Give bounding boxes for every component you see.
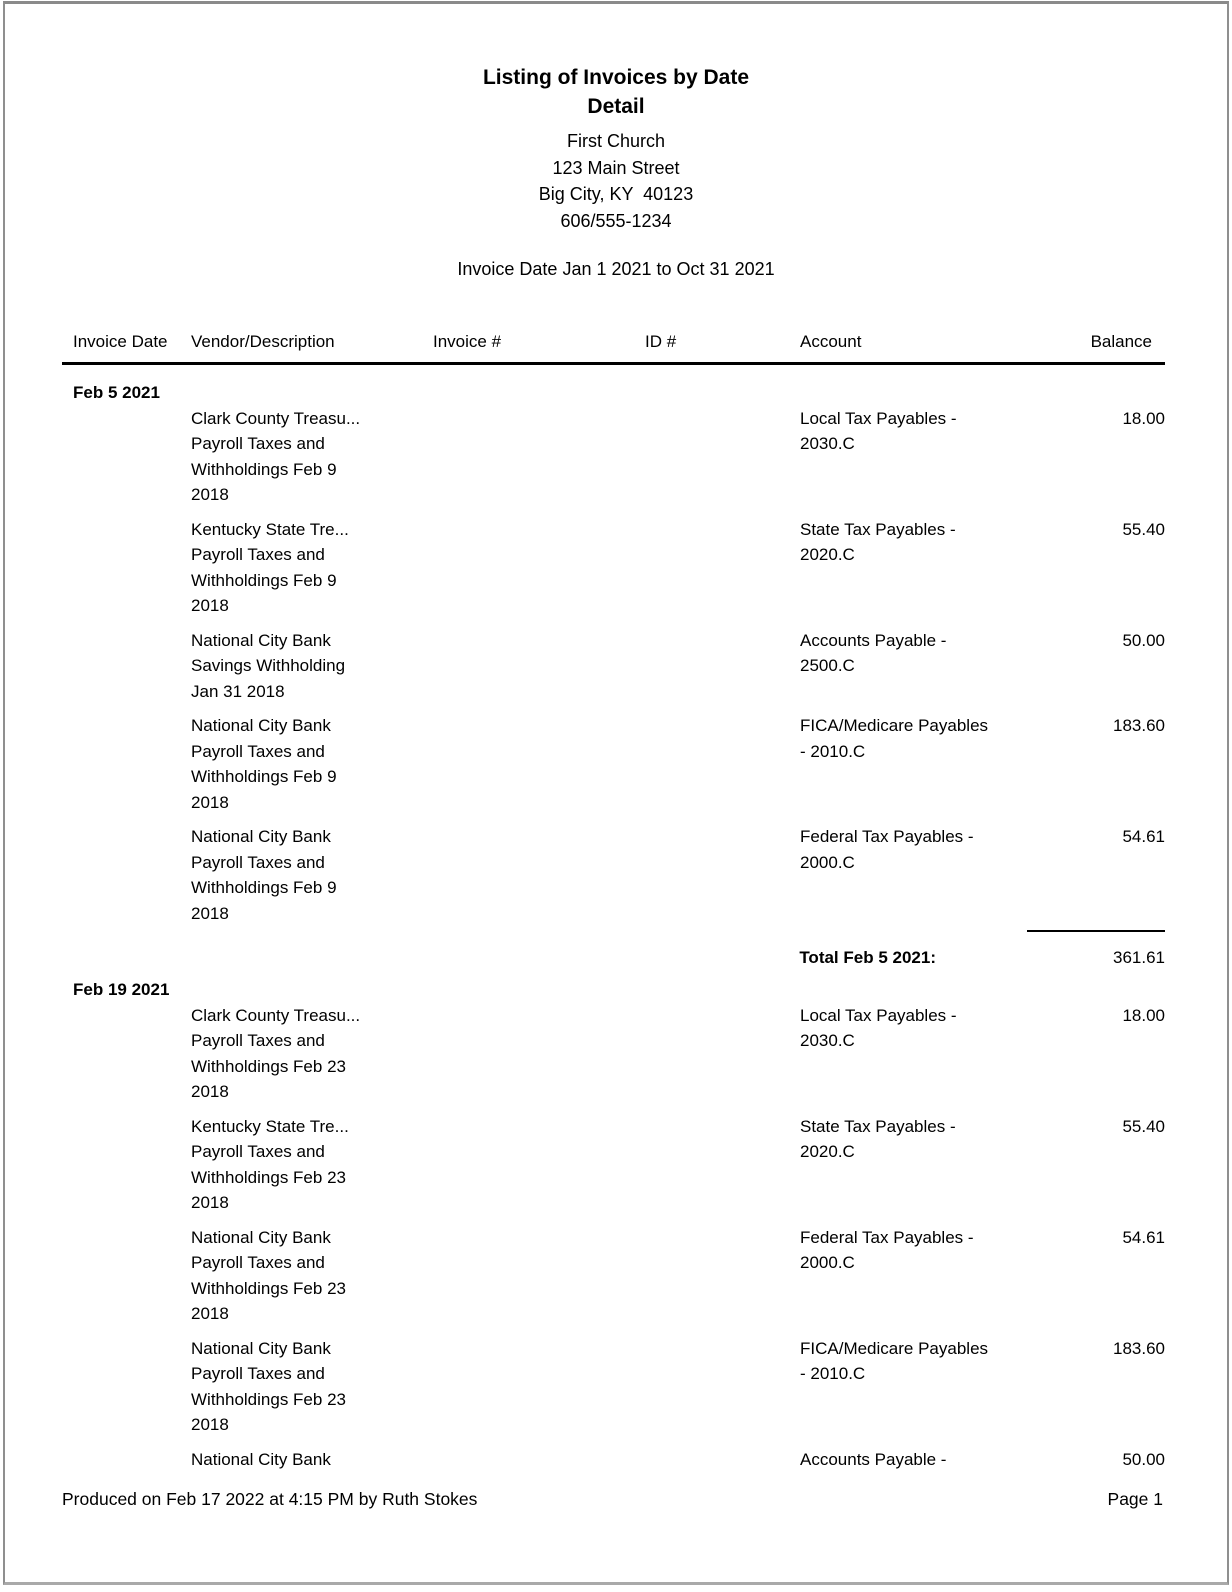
cell-vendor-description [191, 713, 433, 815]
vendor-name: National City Bank [191, 716, 331, 735]
cell-vendor-description [191, 406, 433, 508]
cell-id-number [645, 406, 800, 508]
column-header-invoice-number: Invoice # [433, 332, 502, 351]
cell-balance: 55.40 [1122, 519, 1165, 539]
cell-vendor-description [191, 824, 433, 926]
vendor-description: Payroll Taxes and Withholdings Feb 23 2018 [191, 1364, 346, 1434]
column-header-id-number: ID # [645, 332, 677, 351]
vendor-name: Kentucky State Tre... [191, 519, 349, 539]
cell-balance: 54.61 [1122, 1227, 1165, 1247]
cell-vendor-description [191, 1336, 433, 1438]
group-total-row [62, 930, 1165, 971]
cell-vendor-description [191, 517, 433, 619]
vendor-description: Payroll Taxes and Withholdings Feb 9 2018 [191, 545, 337, 615]
cell-account: Federal Tax Payables - 2000.C [800, 1227, 974, 1272]
vendor-name: National City Bank [191, 1227, 331, 1247]
vendor-name: Clark County Treasu... [191, 1005, 361, 1025]
cell-balance: 50.00 [1122, 630, 1165, 650]
report-title: Listing of Invoices by Date [482, 66, 750, 89]
cell-vendor-description [191, 628, 433, 705]
column-header-invoice-date: Invoice Date [73, 332, 168, 351]
cell-invoice-date [62, 1225, 191, 1327]
organization-name: First Church [566, 131, 665, 151]
table-row [62, 1003, 1165, 1105]
vendor-name: National City Bank [191, 630, 331, 650]
cell-vendor-description [191, 1447, 433, 1473]
cell-invoice-number [433, 824, 645, 926]
table-row [62, 1225, 1165, 1327]
cell-invoice-date [62, 713, 191, 815]
vendor-description: Payroll Taxes and Withholdings Feb 9 2018 [191, 741, 337, 812]
cell-invoice-date [62, 1003, 191, 1105]
page-number: Page 1 [1107, 1489, 1163, 1509]
produced-by-text: Produced on Feb 17 2022 at 4:15 PM by Ruth Stokes [62, 1489, 478, 1509]
cell-account: FICA/Medicare Payables - 2010.C [800, 716, 989, 761]
cell-invoice-number [433, 713, 645, 815]
cell-account: Local Tax Payables - 2030.C [800, 1005, 957, 1050]
group-date-header: Feb 5 2021 [73, 383, 160, 402]
vendor-description: Savings Withholding Jan 31 2018 [191, 656, 346, 701]
cell-vendor-description [191, 1114, 433, 1216]
organization-block [5, 128, 1227, 234]
cell-balance: 18.00 [1122, 408, 1165, 428]
cell-id-number [645, 713, 800, 815]
report-header [5, 64, 1227, 282]
cell-invoice-date [62, 517, 191, 619]
cell-id-number [645, 824, 800, 926]
vendor-description: Payroll Taxes and Withholdings Feb 9 2018 [191, 434, 337, 504]
table-row [62, 824, 1165, 926]
cell-id-number [645, 628, 800, 705]
organization-phone: 606/555-1234 [560, 210, 672, 231]
cell-id-number [645, 1114, 800, 1216]
cell-account: State Tax Payables - 2020.C [800, 1116, 956, 1161]
report-table [62, 329, 1165, 1472]
cell-invoice-number [433, 628, 645, 705]
table-row [62, 713, 1165, 815]
report-page [3, 1, 1229, 1585]
column-header-vendor-description: Vendor/Description [191, 332, 335, 351]
cell-id-number [645, 1447, 800, 1473]
vendor-description: Payroll Taxes and Withholdings Feb 23 2018 [191, 1031, 346, 1101]
column-header-balance: Balance [1090, 332, 1152, 351]
cell-invoice-number [433, 1114, 645, 1216]
table-row [62, 406, 1165, 508]
cell-balance: 183.60 [1113, 1338, 1165, 1358]
organization-address: 123 Main Street [552, 157, 680, 178]
table-row [62, 1447, 1165, 1473]
cell-account: State Tax Payables - 2020.C [800, 519, 956, 564]
cell-invoice-date [62, 824, 191, 926]
cell-id-number [645, 1336, 800, 1438]
report-date-range: Invoice Date Jan 1 2021 to Oct 31 2021 [457, 259, 775, 279]
cell-account: Accounts Payable - 2500.C [800, 630, 947, 675]
table-header-row [62, 329, 1165, 365]
cell-invoice-date [62, 1447, 191, 1473]
cell-id-number [645, 1003, 800, 1105]
vendor-name: National City Bank [191, 1449, 331, 1469]
group-total-label: Total Feb 5 2021: [799, 948, 936, 967]
group-date-header: Feb 19 2021 [73, 980, 170, 999]
cell-invoice-date [62, 628, 191, 705]
cell-balance: 55.40 [1122, 1116, 1165, 1136]
cell-id-number [645, 1225, 800, 1327]
cell-account: FICA/Medicare Payables - 2010.C [800, 1338, 989, 1383]
cell-invoice-number [433, 1336, 645, 1438]
cell-account: Accounts Payable - [800, 1449, 947, 1469]
cell-invoice-number [433, 406, 645, 508]
group-total-value: 361.61 [1027, 930, 1165, 971]
cell-invoice-number [433, 1225, 645, 1327]
cell-vendor-description [191, 1225, 433, 1327]
cell-balance: 183.60 [1113, 716, 1165, 735]
vendor-description: Payroll Taxes and Withholdings Feb 23 2018 [191, 1142, 346, 1212]
cell-vendor-description [191, 1003, 433, 1105]
column-header-account: Account [800, 332, 862, 351]
cell-account: Federal Tax Payables - 2000.C [800, 827, 974, 872]
cell-id-number [645, 517, 800, 619]
table-row [62, 517, 1165, 619]
cell-invoice-number [433, 1447, 645, 1473]
vendor-name: Clark County Treasu... [191, 408, 361, 428]
cell-balance: 50.00 [1122, 1449, 1165, 1469]
cell-invoice-number [433, 517, 645, 619]
cell-invoice-date [62, 406, 191, 508]
table-row [62, 628, 1165, 705]
vendor-description: Payroll Taxes and Withholdings Feb 9 2018 [191, 852, 337, 923]
page-footer [62, 1486, 1163, 1512]
report-subtitle: Detail [587, 95, 645, 118]
cell-invoice-date [62, 1336, 191, 1438]
cell-balance: 54.61 [1122, 827, 1165, 846]
vendor-name: National City Bank [191, 1338, 331, 1358]
organization-city-state-zip: Big City, KY 40123 [538, 184, 694, 204]
table-row [62, 1114, 1165, 1216]
vendor-name: Kentucky State Tre... [191, 1116, 349, 1136]
cell-invoice-number [433, 1003, 645, 1105]
cell-invoice-date [62, 1114, 191, 1216]
vendor-description: Payroll Taxes and Withholdings Feb 23 2018 [191, 1253, 346, 1323]
cell-balance: 18.00 [1122, 1005, 1165, 1025]
table-row [62, 1336, 1165, 1438]
vendor-name: National City Bank [191, 827, 331, 846]
cell-account: Local Tax Payables - 2030.C [800, 408, 957, 453]
